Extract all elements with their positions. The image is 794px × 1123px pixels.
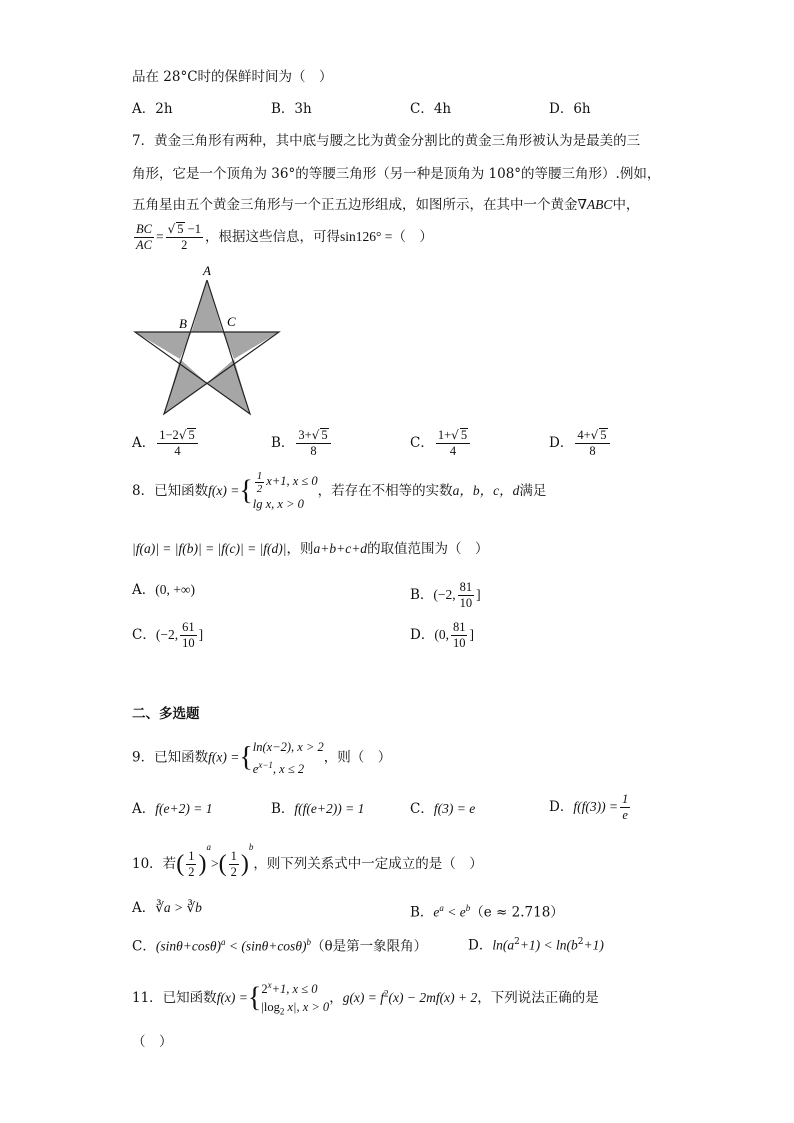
q7-line-3: 五角星由五个黄金三角形与一个正五边形组成，如图所示，在其中一个黄金∇ABC中， bbox=[132, 197, 640, 213]
q9-option-b: B．f(f(e+2)) = 1 bbox=[271, 801, 365, 817]
label-a: A bbox=[203, 263, 211, 278]
q8-option-a: A．(0, +∞) bbox=[132, 582, 195, 598]
q7-line-2: 角形，它是一个顶角为 36°的等腰三角形（另一种是顶角为 108°的等腰三角形）.例如， bbox=[132, 166, 661, 182]
q7-option-d: D． $\frac{4+√ 5}{8}$ bbox=[549, 428, 612, 459]
q9-option-a: A．f(e+2) = 1 bbox=[132, 801, 213, 817]
q6-option-b: B．3h bbox=[271, 101, 312, 117]
pentagram-figure bbox=[128, 262, 288, 422]
q8-option-d: D．(0, $\frac{81}{10}$ ] bbox=[410, 620, 474, 650]
q7-option-c: C． $\frac{1+√ 5}{4}$ bbox=[410, 428, 472, 459]
q8-option-b: B．(−2, $\frac{81}{10}$ ] bbox=[410, 580, 481, 610]
q6-tail: 品在 28°C时的保鲜时间为（ ） bbox=[132, 69, 333, 85]
q10-line-1: 10．若( $\frac{1}{2}$ )$^a$>( $\frac{1}{2}$ )$^b$，则下列关系式中一定成立的是（ ） bbox=[132, 842, 483, 879]
section-title: 二、多选题 bbox=[132, 706, 200, 722]
q7-option-b: B． $\frac{3+√ 5}{8}$ bbox=[271, 428, 333, 459]
q7-line-1: 7．黄金三角形有两种，其中底与腰之比为黄金分割比的黄金三角形被认为是最美的三 bbox=[132, 133, 641, 149]
q8-line-1: 8．已知函数f(x) ={ $\frac{1}{2}$ x+1, x ≤ 0 lg x, x > 0，若存在不相等的实数a，b，c，d满足 bbox=[132, 470, 547, 511]
q9-option-d: D．f(f(3)) = $\frac{1}{e}$ bbox=[549, 792, 629, 822]
q8-line-2: |f(a)| = |f(b)| = |f(c)| = |f(d)|，则a+b+c+d的取值范围为（ ） bbox=[132, 541, 489, 557]
q9-option-c: C．f(3) = e bbox=[410, 801, 476, 817]
q10-option-c: C．$(\sin\theta+\cos\theta)^a < (\sin\theta+\cos\theta)^b(\theta$是第一象限角） bbox=[132, 937, 428, 955]
q6-option-a: A．2h bbox=[132, 101, 173, 117]
q10-option-b: B．$e^a < e^b(e \approx 2.718)$ bbox=[410, 903, 564, 921]
q11-line-2: （ ） bbox=[132, 1034, 173, 1050]
q7-option-a: A． $\frac{1-2√ 5}{4}$ bbox=[132, 428, 200, 459]
q6-option-d: D．6h bbox=[549, 101, 591, 117]
label-c: C bbox=[227, 314, 236, 329]
triangle-abc bbox=[192, 280, 223, 332]
q6-option-c: C．4h bbox=[410, 101, 452, 117]
q11-line-1: 11．已知函数$f(x) =\{2^x+1$, x ≤ 0 $|\log_2$ x|, x > 0，$g(x) = f^2(x) - 2mf(x) + 2$，下列说法正确的是 bbox=[132, 980, 599, 1017]
q8-option-c: C．(−2, $\frac{61}{10}$ ] bbox=[132, 620, 204, 650]
label-b: B bbox=[179, 316, 187, 331]
q10-option-a: A．∛a > ∛b bbox=[132, 900, 202, 916]
q7-line-4: $\frac{BC}{AC}$ = $\frac{√ 5 -1}{2}$ ，根据这些信息，可得sin126° =（ ） bbox=[136, 222, 433, 252]
q10-option-d: D．$\ln(a^2+1) < \ln(b^2+1)$ bbox=[468, 937, 604, 954]
q9-line-1: 9．已知函数f(x) ={ln(x−2), x > 2 $e^{x-1}$, x ≤ 2，则（ ） bbox=[132, 740, 392, 777]
